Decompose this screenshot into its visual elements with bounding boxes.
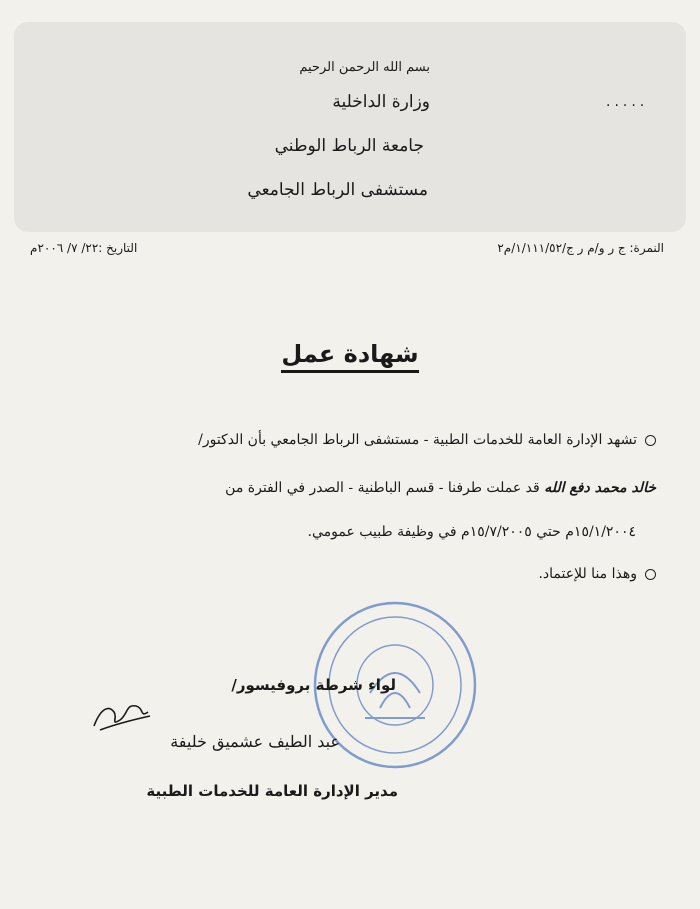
doctor-name: خالد محمد دفع الله [544, 480, 656, 496]
letterhead-box [14, 22, 686, 232]
ministry-name: وزارة الداخلية [332, 92, 430, 112]
basmala: بسم الله الرحمن الرحيم [299, 60, 430, 75]
header-dots: ..... [606, 94, 649, 110]
body-line-1 [36, 432, 656, 448]
body-line-4 [36, 566, 656, 582]
university-name: جامعة الرباط الوطني [274, 136, 424, 156]
body-text-1: تشهد الإدارة العامة للخدمات الطبية - مستشفى الرباط الجامعي بأن الدكتور/ [198, 432, 637, 448]
signatory-rank: لواء شرطة بروفيسور/ [231, 676, 396, 694]
document-title [0, 340, 700, 368]
bullet-icon [645, 569, 656, 580]
body-line-2 [36, 480, 656, 496]
document-date: التاريخ :٢٢/ ٧/ ٢٠٠٦م [30, 241, 138, 255]
bullet-icon [645, 435, 656, 446]
hospital-name: مستشفى الرباط الجامعي [247, 180, 428, 200]
body-text-4: وهذا منا للإعتماد. [538, 566, 637, 582]
signatory-position: مدير الإدارة العامة للخدمات الطبية [146, 782, 398, 800]
reference-number: النمرة: ج ر و/م ر ج/١/١١١/٥٢/م٢ [497, 241, 664, 255]
body-line-3 [16, 524, 636, 540]
handwritten-signature-icon [86, 690, 156, 740]
title-text: شهادة عمل [281, 340, 418, 373]
body-text-3: ١٥/١/٢٠٠٤م حتي ١٥/٧/٢٠٠٥م في وظيفة طبيب عمومي. [307, 524, 636, 540]
signatory-name: عبد الطيف عشميق خليفة [170, 732, 340, 751]
body-text-2: قد عملت طرفنا - قسم الباطنية - الصدر في الفترة من [225, 480, 540, 496]
